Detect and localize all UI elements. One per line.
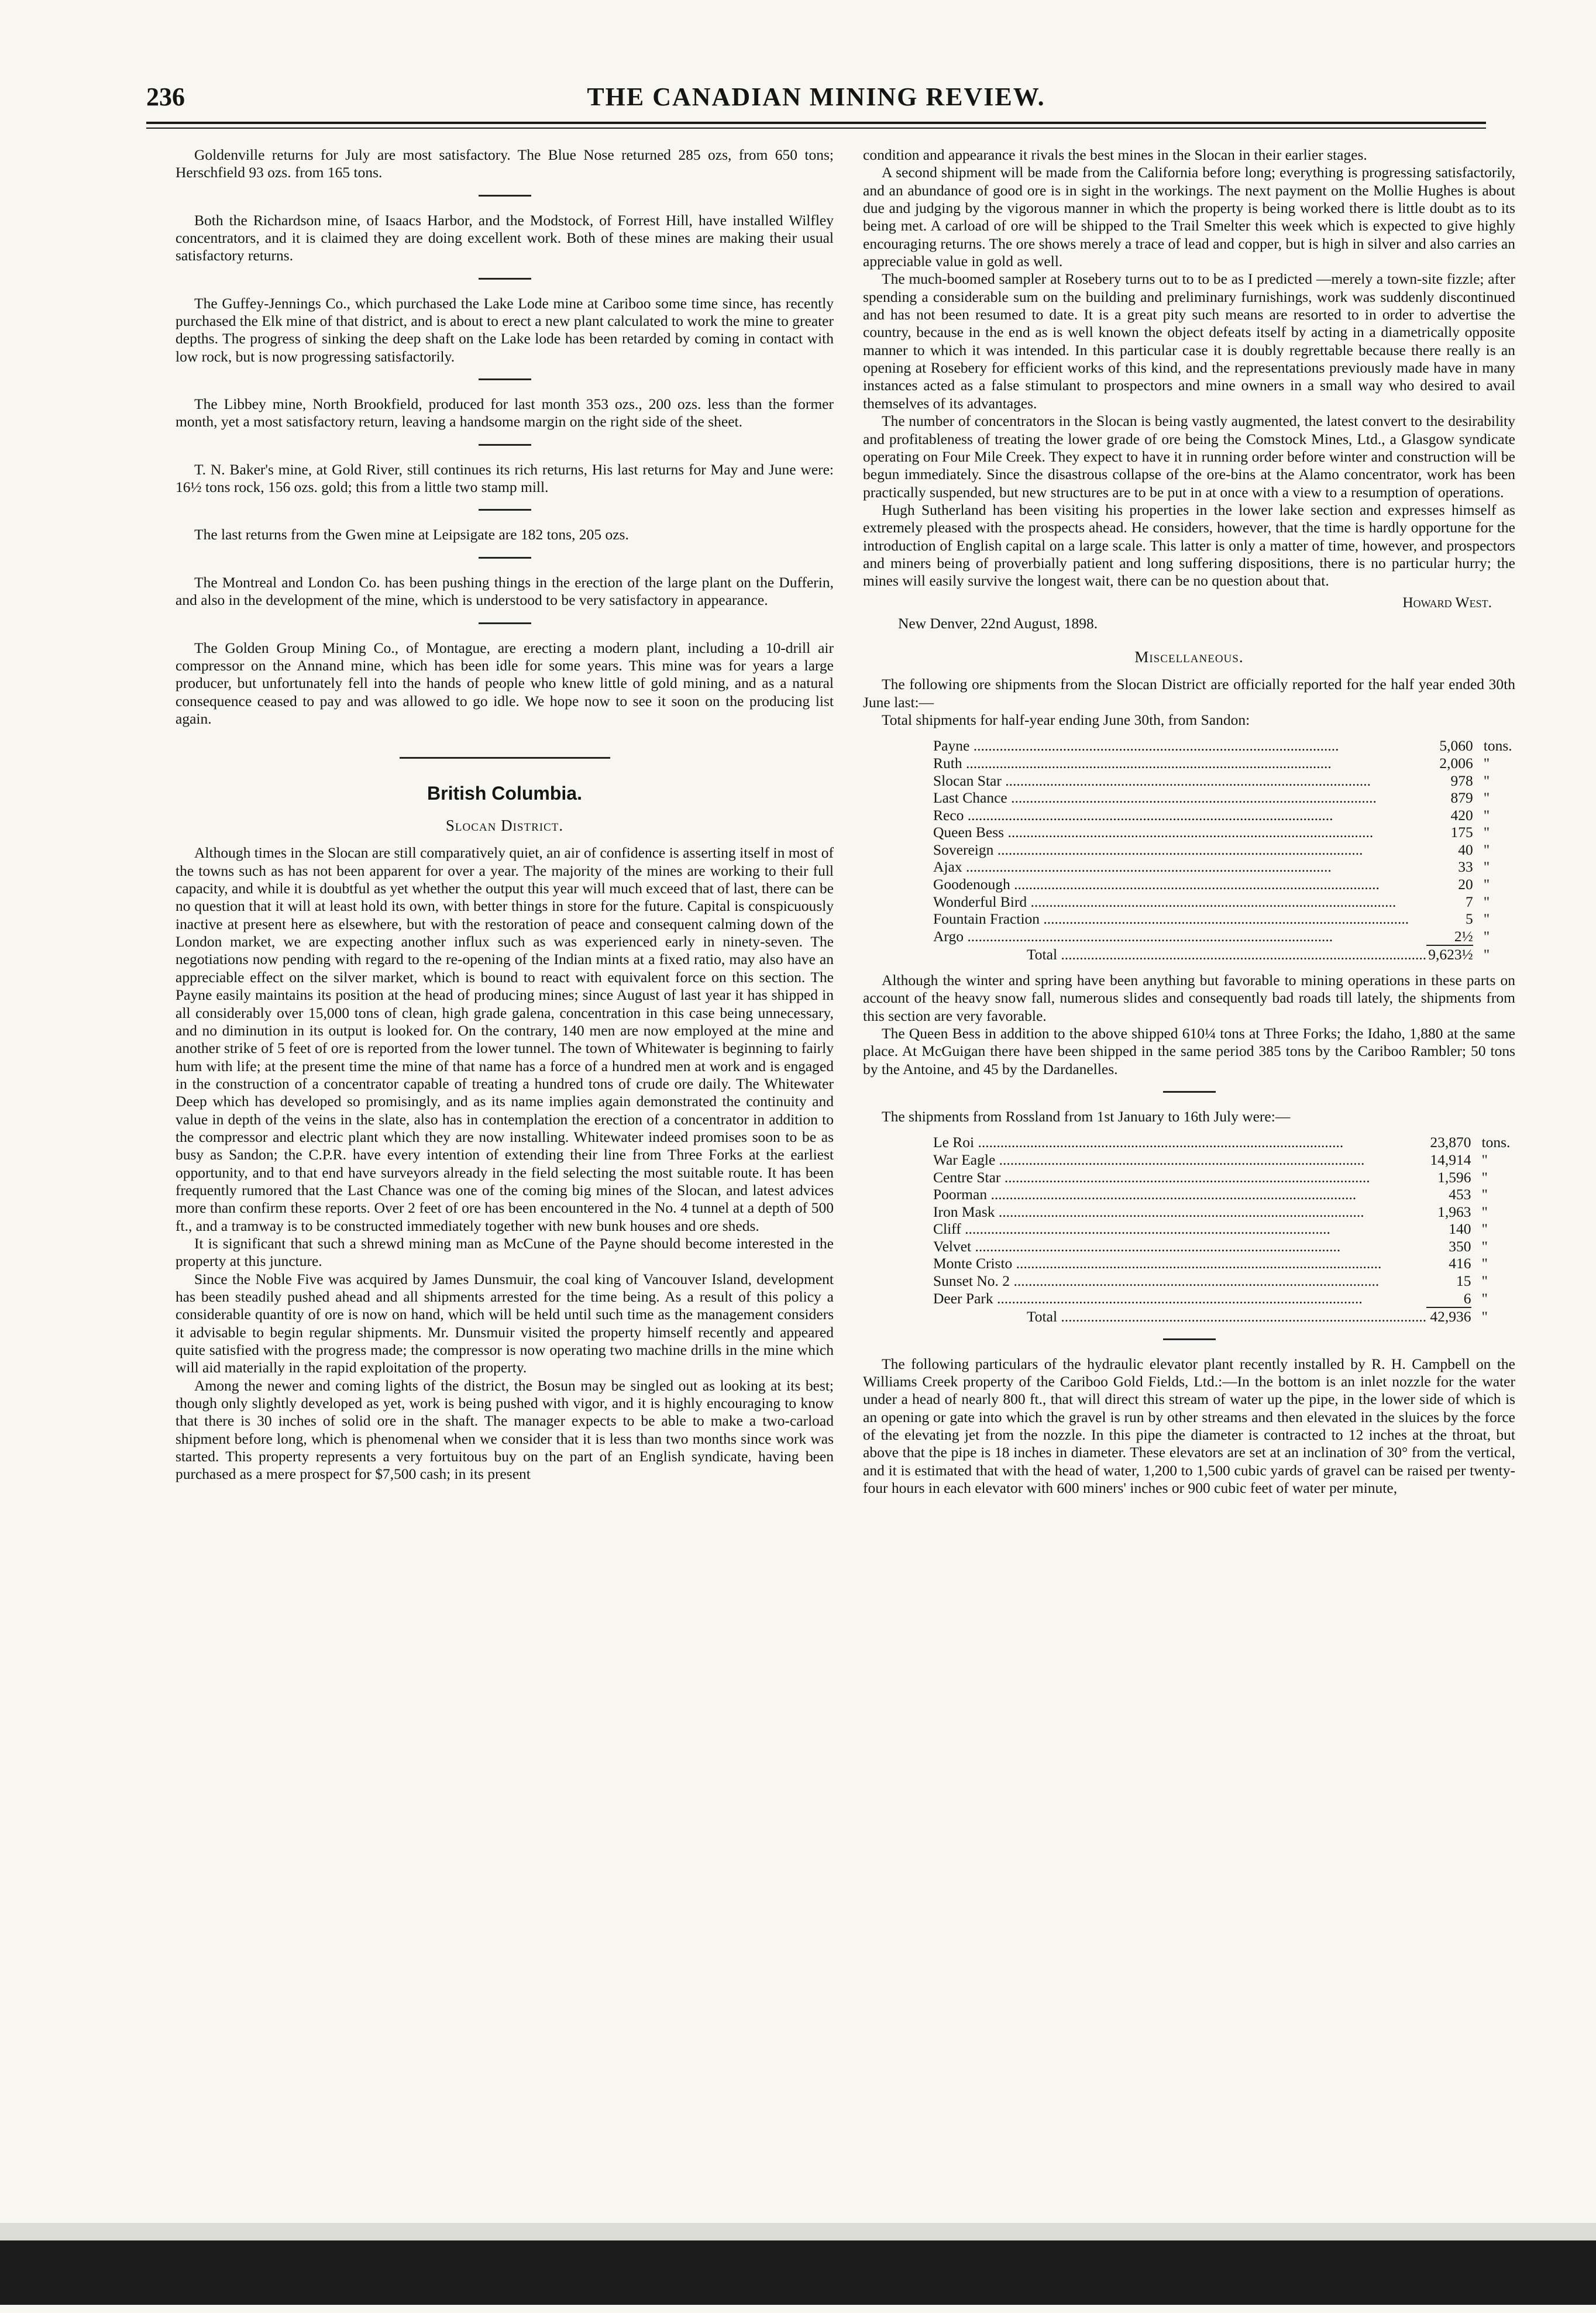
tonnage-unit: " xyxy=(1483,876,1490,893)
paragraph: The shipments from Rossland from 1st January to 16th July were:— xyxy=(882,1108,1291,1125)
separator xyxy=(479,195,531,197)
mine-name: Last Chance ..... xyxy=(933,789,1426,807)
tonnage-value: 420 xyxy=(1450,806,1473,824)
paragraph: It is significant that such a shrewd mining man as McCune of the Payne should become interested in the property at this juncture. xyxy=(176,1234,834,1270)
tonnage-unit: " xyxy=(1481,1272,1488,1289)
table-row xyxy=(933,928,1515,946)
paragraph: The last returns from the Gwen mine at Leipsigate are 182 tons, 205 ozs. xyxy=(194,526,629,543)
total-value: 42,936 xyxy=(1426,1307,1471,1326)
tonnage-unit: " xyxy=(1483,772,1490,789)
tonnage-unit: " xyxy=(1481,1186,1488,1203)
table-row xyxy=(933,1272,1515,1290)
paragraph: Hugh Sutherland has been visiting his properties in the lower lake section and expresses himself as extremely pleased with the prospects ahead. He considers, however, that the time is hardly opportune for the introduction of English capital on a large scale. This latter is only a matter of time, however, and prospectors and miners being of proverbially patient and long suffering dispositions, there is no particular hurry; the mines will easily survive the longest wait, there can be no question about that. xyxy=(863,501,1515,590)
tonnage-value: 1,596 xyxy=(1437,1168,1471,1186)
total-unit: " xyxy=(1483,945,1490,963)
mine-name: Slocan Star ..... xyxy=(933,772,1426,790)
separator xyxy=(479,557,531,559)
total-label: Total ..... xyxy=(933,1307,1426,1326)
table-row xyxy=(933,772,1515,790)
total-value: 9,623½ xyxy=(1426,945,1473,963)
sandon-shipments-table xyxy=(933,737,1515,963)
total-unit: " xyxy=(1481,1307,1488,1325)
tonnage-value: 879 xyxy=(1450,789,1473,807)
paragraph: The Golden Group Mining Co., of Montague, are erecting a modern plant, including a 10-drill air compressor on the Annand mine, which has been idle for some years. This mine was for years a large producer, but unfortunately fell into the hands of people who knew little of gold mining, and as a natural consequence ceased to pay and was allowed to go idle. We hope now to see it soon on the producing list again. xyxy=(176,639,834,727)
table-row xyxy=(933,1203,1515,1221)
table-row xyxy=(933,755,1515,772)
paragraph: The number of concentrators in the Slocan is being vastly augmented, the latest convert to the desirability and profitableness of treating the lower grade of ore being the Comstock Mines, Ltd., a Glasgow syndicate operating on Four Mile Creek. They expect to have it in running order before winter and construction will be begun immediately. Since the disastrous collapse of the ore-bins at the Alamo concentrator, work has been practically suspended, but new structures are to be put in at once with a view to a resumption of operations. xyxy=(863,412,1515,501)
separator xyxy=(479,378,531,380)
mine-name: Cliff ..... xyxy=(933,1220,1426,1238)
tonnage-value: 15 xyxy=(1456,1272,1471,1289)
separator xyxy=(479,509,531,511)
tonnage-unit: tons. xyxy=(1481,1134,1511,1151)
author-signature: Howard West. xyxy=(1402,593,1492,611)
tonnage-unit: " xyxy=(1481,1220,1488,1238)
mine-name: Poorman ..... xyxy=(933,1186,1426,1203)
paragraph: Although times in the Slocan are still comparatively quiet, an air of confidence is asserting itself in most of the towns such as has not been apparent for over a year. The majority of the mines are working to their full capacity, and while it is doubtful as yet whether the output this year will much exceed that of last, there can be no question that it will at least hold its own, with better things in store for the future. Capital is conspicuously inactive at present here as elsewhere, but with the restoration of peace and consequent calming down of the London market, we are expecting another influx such as was experienced early in ninety-seven. The negotiations now pending with regard to the re-opening of the Indian mints at a fixed ratio, may also have an appreciable effect on the silver market, which is bound to react with equivalent force on this section. The Payne easily maintains its position at the head of producing mines; since August of last year it has shipped in all considerably over 15,000 tons of clean, high grade galena, concentration in this case being unnecessary, and no diminution in its output is looked for. On the contrary, 140 men are now employed at the mine and another strike of 5 feet of ore is reported from the lower tunnel. The town of Whitewater is beginning to fairly hum with life; at the present time the mine of that name has a force of a hundred men at work and is engaged in the construction of a concentrator capable of treating a hundred tons of crude ore daily. The Whitewater Deep which has developed so promisingly, and as its name implies again demonstrated the continuity and value in depth of the veins in the slate, also has in contemplation the erection of a concentrator in addition to the compressor and electric plant which they are now installing. Whitewater indeed promises soon to be as busy as Sandon; the C.P.R. have every intention of extending their line from Three Forks at the earliest opportunity, and to that end have surveyors already in the field selecting the most suitable route. It has been frequently rumored that the Last Chance was one of the coming big mines of the Slocan, and latest advices more than confirm these reports. Over 2 feet of ore has been encountered in the No. 4 tunnel at a depth of 500 ft., and a tramway is to be constructed immediately together with new bunk houses and ore sheds. xyxy=(176,844,834,1234)
table-row xyxy=(933,737,1515,755)
table-total-row xyxy=(933,1307,1515,1326)
total-label: Total ..... xyxy=(933,945,1426,963)
section-rule xyxy=(400,757,610,759)
table-row xyxy=(933,1134,1515,1151)
mine-name: Goodenough ..... xyxy=(933,876,1426,893)
mine-name: War Eagle ..... xyxy=(933,1151,1426,1169)
header-rule xyxy=(146,122,1486,124)
tonnage-unit: " xyxy=(1481,1290,1488,1307)
tonnage-unit: " xyxy=(1483,841,1490,858)
tonnage-unit: " xyxy=(1481,1237,1488,1255)
table-row xyxy=(933,789,1515,807)
tonnage-value: 140 xyxy=(1449,1220,1471,1238)
right-column xyxy=(863,146,1515,1497)
table-row xyxy=(933,1169,1515,1186)
mine-name: Reco ..... xyxy=(933,807,1426,824)
tonnage-value: 7 xyxy=(1465,893,1473,910)
tonnage-unit: " xyxy=(1483,910,1490,928)
mine-name: Iron Mask ..... xyxy=(933,1203,1426,1221)
mine-name: Le Roi ..... xyxy=(933,1134,1426,1151)
table-row xyxy=(933,1186,1515,1203)
dateline: New Denver, 22nd August, 1898. xyxy=(898,614,1098,632)
header-rule-thin xyxy=(146,128,1486,129)
tonnage-value: 416 xyxy=(1449,1255,1471,1272)
tonnage-unit: " xyxy=(1483,928,1490,945)
tonnage-value: 5,060 xyxy=(1439,737,1473,755)
tonnage-unit: " xyxy=(1483,893,1490,910)
table-row xyxy=(933,1151,1515,1169)
paragraph: The Libbey mine, North Brookfield, produced for last month 353 ozs., 200 ozs. less than the former month, yet a most satisfactory return, leaving a handsome margin on the right side of the sheet. xyxy=(176,395,834,431)
mine-name: Sunset No. 2 ..... xyxy=(933,1272,1426,1290)
mine-name: Fountain Fraction ..... xyxy=(933,910,1426,928)
page-header xyxy=(146,82,1486,117)
table-row xyxy=(933,824,1515,841)
mine-name: Deer Park ..... xyxy=(933,1290,1426,1308)
paragraph: The Montreal and London Co. has been pushing things in the erection of the large plant on the Dufferin, and also in the development of the mine, which is understood to be very satisfactory in appearance. xyxy=(176,573,834,609)
paragraph: Since the Noble Five was acquired by James Dunsmuir, the coal king of Vancouver Island, development has been steadily pushed ahead and all shipments arrested for the time being. As a result of this policy a considerable quantity of ore is now on hand, which will be held until such time as the management considers it advisable to begin regular shipments. Mr. Dunsmuir visited the property himself recently and appeared quite satisfied with the progress made; the compressor is now operating two machine drills in the mine which will aid materially in the rapid exploitation of the property. xyxy=(176,1270,834,1376)
tonnage-value: 350 xyxy=(1449,1237,1471,1255)
mine-name: Wonderful Bird ..... xyxy=(933,893,1426,911)
tonnage-unit: " xyxy=(1481,1168,1488,1186)
paragraph: Both the Richardson mine, of Isaacs Harbor, and the Modstock, of Forrest Hill, have installed Wilfley concentrators, and it is claimed they are doing excellent work. Both of these mines are making their usual satisfactory returns. xyxy=(176,211,834,264)
page-number: 236 xyxy=(146,82,185,111)
table-total-row xyxy=(933,945,1515,963)
paragraph: The much-boomed sampler at Rosebery turns out to to be as I predicted —merely a town-site fizzle; after spending a considerable sum on the building and preliminary furnishings, work was suddenly discontinued and has not been resumed to date. It is a great pity such means are resorted to in order to advertise the country, because in the end as is well known the object defeats itself by acting in a diametrically opposite manner to which it was intended. In this particular case it is doubly regrettable because there really is an opening at Rosebery for efficient works of this kind, and the representations previously made have in many instances acted as a false stimulant to prospectors and mine owners in a small way who desired to avail themselves of its advantages. xyxy=(863,270,1515,412)
tonnage-value: 20 xyxy=(1458,876,1473,893)
tonnage-unit: " xyxy=(1483,789,1490,807)
paragraph: The Queen Bess in addition to the above shipped 610¼ tons at Three Forks; the Idaho, 1,880 at the same place. At McGuigan there have been shipped in the same period 385 tons by the Cariboo Rambler; 50 tons by the Antoine, and 45 by the Dardanelles. xyxy=(863,1024,1515,1078)
tonnage-unit: " xyxy=(1481,1255,1488,1272)
table-row xyxy=(933,910,1515,928)
tonnage-unit: " xyxy=(1483,806,1490,824)
separator xyxy=(1163,1091,1216,1093)
section-heading-british-columbia: British Columbia. xyxy=(427,783,582,804)
table-row xyxy=(933,893,1515,911)
mine-name: Monte Cristo ..... xyxy=(933,1255,1426,1272)
tonnage-value: 2½ xyxy=(1454,927,1473,945)
paragraph: Goldenville returns for July are most satisfactory. The Blue Nose returned 285 ozs, from 650 tons; Herschfield 93 ozs. from 165 tons. xyxy=(176,146,834,181)
mine-name: Queen Bess ..... xyxy=(933,824,1426,841)
tonnage-value: 5 xyxy=(1465,910,1473,928)
tonnage-value: 6 xyxy=(1463,1289,1471,1307)
subheading-miscellaneous: Miscellaneous. xyxy=(1134,648,1244,666)
tonnage-value: 453 xyxy=(1449,1186,1471,1203)
mine-name: Centre Star ..... xyxy=(933,1169,1426,1186)
tonnage-unit: " xyxy=(1483,858,1490,876)
subheading-slocan-district: Slocan District. xyxy=(445,817,564,835)
mine-name: Payne ..... xyxy=(933,737,1426,755)
paragraph: T. N. Baker's mine, at Gold River, still continues its rich returns, His last returns for May and June were: 16½ tons rock, 156 ozs. gold; this from a little two stamp mill. xyxy=(176,460,834,496)
tonnage-unit: tons. xyxy=(1483,737,1512,755)
tonnage-value: 1,963 xyxy=(1437,1203,1471,1220)
table-row xyxy=(933,841,1515,859)
table-row xyxy=(933,876,1515,893)
mine-name: Argo ..... xyxy=(933,928,1426,946)
table-row xyxy=(933,858,1515,876)
mine-name: Ruth ..... xyxy=(933,755,1426,772)
tonnage-value: 33 xyxy=(1458,858,1473,876)
scan-edge-shadow xyxy=(0,2223,1596,2240)
tonnage-unit: " xyxy=(1481,1151,1488,1168)
tonnage-value: 14,914 xyxy=(1430,1151,1471,1168)
tonnage-value: 40 xyxy=(1458,841,1473,858)
separator xyxy=(1163,1338,1216,1340)
table-row xyxy=(933,807,1515,824)
journal-title: THE CANADIAN MINING REVIEW. xyxy=(587,82,1045,111)
left-column xyxy=(176,146,834,1484)
mine-name: Velvet ..... xyxy=(933,1238,1426,1255)
separator xyxy=(479,622,531,624)
separator xyxy=(479,444,531,446)
paragraph: A second shipment will be made from the California before long; everything is progressing satisfactorily, and an abundance of good ore is in sight in the workings. The next payment on the Mollie Hughes is about due and judging by the vigorous manner in which the property is being worked there is little doubt as to its being met. A carload of ore will be shipped to the Trail Smelter this week which is expected to give highly encouraging returns. The ore shows merely a trace of lead and copper, but is high in silver and also carries an appreciable value in gold as well. xyxy=(863,164,1515,270)
paragraph: condition and appearance it rivals the best mines in the Slocan in their earlier stages. xyxy=(863,146,1367,163)
tonnage-value: 2,006 xyxy=(1439,755,1473,772)
table-row xyxy=(933,1220,1515,1238)
rossland-shipments-table xyxy=(933,1134,1515,1325)
tonnage-value: 23,870 xyxy=(1430,1134,1471,1151)
paragraph: Total shipments for half-year ending June 30th, from Sandon: xyxy=(882,711,1250,729)
table-row xyxy=(933,1290,1515,1308)
tonnage-value: 175 xyxy=(1450,824,1473,841)
separator xyxy=(479,278,531,280)
mine-name: Ajax ..... xyxy=(933,858,1426,876)
scan-bottom-border xyxy=(0,2240,1596,2305)
mine-name: Sovereign ..... xyxy=(933,841,1426,859)
paragraph: The Guffey-Jennings Co., which purchased the Lake Lode mine at Cariboo some time since, has recently purchased the Elk mine of that district, and is about to erect a new plant calculated to work the mine to greater depths. The progress of sinking the deep shaft on the Lake lode has been retarded by coming in contact with low rock, but is now progressing satisfactorily. xyxy=(176,294,834,365)
paragraph: The following particulars of the hydraulic elevator plant recently installed by R. H. Campbell on the Williams Creek property of the Cariboo Gold Fields, Ltd.:—In the bottom is an inlet nozzle for the water under a head of nearly 800 ft., that will direct this stream of water up the pipe, in the lower side of which is an opening or gate into which the gravel is run by other streams and then elevated in the sluices by the force of the elevating jet from the nozzle. In this pipe the diameter is contracted to 12 inches at the throat, but above that the pipe is 18 inches in diameter. These elevators are set at an inclination of 30° from the vertical, and it is estimated that with the head of water, 1,200 to 1,500 cubic yards of gravel can be raised per twenty-four hours in each elevator with 600 miners' inches or 900 cubic feet of water per minute, xyxy=(863,1355,1515,1497)
tonnage-unit: " xyxy=(1483,755,1490,772)
paragraph: Among the newer and coming lights of the district, the Bosun may be singled out as looking at its best; though only slightly developed as yet, work is being pushed with vigor, and it is highly encouraging to know that there is 30 inches of solid ore in the shaft. The manager expects to be able to make a two-carload shipment before long, which is phenomenal when we consider that it is less than two months since work was started. This property represents a very fortuitous buy on the part of an English syndicate, having been purchased as a mere prospect for $7,500 cash; in its present xyxy=(176,1376,834,1483)
table-row xyxy=(933,1238,1515,1255)
tonnage-value: 978 xyxy=(1450,772,1473,789)
tonnage-unit: " xyxy=(1481,1203,1488,1220)
paragraph: Although the winter and spring have been anything but favorable to mining operations in these parts on account of the heavy snow fall, numerous slides and consequently bad roads till lately, the shipments from this section are very favorable. xyxy=(863,971,1515,1024)
tonnage-unit: " xyxy=(1483,824,1490,841)
paragraph: The following ore shipments from the Slocan District are officially reported for the half year ended 30th June last:— xyxy=(863,676,1515,711)
table-row xyxy=(933,1255,1515,1272)
